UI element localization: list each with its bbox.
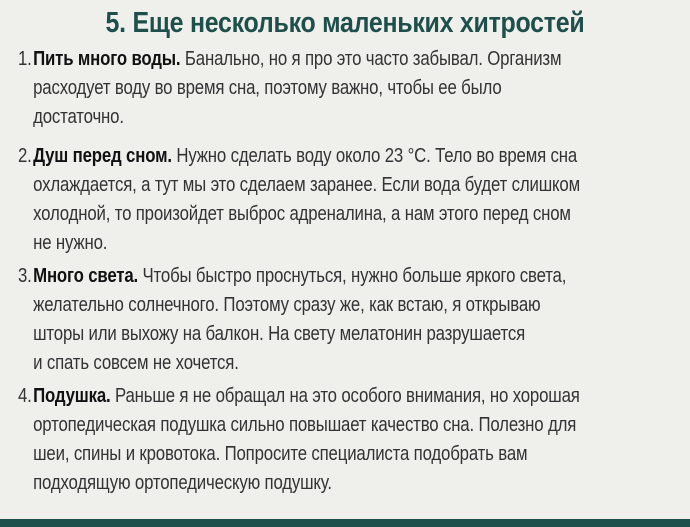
- list-item-text: ортопедическая подушка сильно повышает качество сна. Полезно для: [33, 414, 577, 436]
- bottom-accent-bar: [0, 519, 690, 527]
- list-item-text: достаточно.: [33, 106, 124, 128]
- section-title: 5. Еще несколько маленьких хитростей: [105, 7, 585, 39]
- list-item-heading: Подушка.: [33, 385, 111, 407]
- list-item-text: Банально, но я про это часто забывал. Организм: [180, 48, 562, 70]
- list-item-text: шеи, спины и кровотока. Попросите специалиста подобрать вам: [33, 443, 528, 465]
- list-item-first-line: [18, 142, 582, 171]
- list-item-number: 3.: [18, 265, 32, 287]
- list-item-text: Чтобы быстро проснуться, нужно больше яркого света,: [138, 265, 567, 287]
- list-item-text: Раньше я не обращал на это особого внимания, но хорошая: [110, 385, 580, 407]
- list-item-drink-water: [18, 45, 690, 132]
- list-item-heading: Много света.: [33, 265, 139, 287]
- list-item-pillow: [18, 382, 690, 498]
- list-item-text: подходящую ортопедическую подушку.: [33, 472, 332, 494]
- list-item-shower: [18, 142, 690, 258]
- list-item-text: и спать совсем не хочется.: [33, 352, 239, 374]
- list-item-heading: Душ перед сном.: [33, 145, 172, 167]
- list-item-text: шторы или выхожу на балкон. На свету мелатонин разрушается: [33, 323, 526, 345]
- list-item-light: [18, 262, 690, 378]
- list-item-text: расходует воду во время сна, поэтому важно, чтобы ее было: [33, 77, 502, 99]
- list-item-number: 4.: [18, 385, 32, 407]
- list-item-text: охлаждается, а тут мы это сделаем заранее. Если вода будет слишком: [33, 174, 580, 196]
- list-item-number: 1.: [18, 48, 32, 70]
- list-item-number: 2.: [18, 145, 32, 167]
- list-item-text: не нужно.: [33, 232, 108, 254]
- list-item-text: холодной, то произойдет выброс адреналина, а нам этого перед сном: [33, 203, 571, 225]
- list-item-first-line: [18, 45, 582, 74]
- list-item-text: желательно солнечного. Поэтому сразу же, как встаю, я открываю: [33, 294, 541, 316]
- list-item-first-line: [18, 262, 582, 291]
- list-item-first-line: [18, 382, 582, 411]
- list-item-heading: Пить много воды.: [33, 48, 181, 70]
- list-item-text: Нужно сделать воду около 23 °С. Тело во время сна: [171, 145, 578, 167]
